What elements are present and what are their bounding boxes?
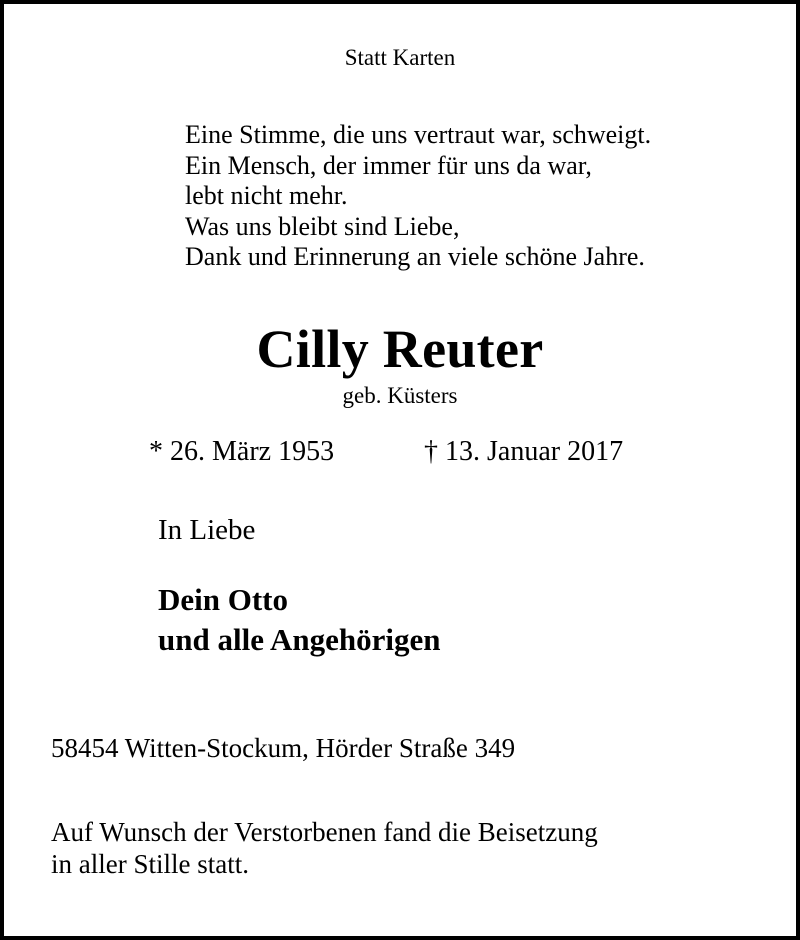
funeral-note xyxy=(51,816,598,880)
poem-line: Was uns bleibt sind Liebe, xyxy=(185,211,460,241)
poem-line: Eine Stimme, die uns vertraut war, schweigt. xyxy=(185,120,652,149)
death-date: † 13. Januar 2017 xyxy=(424,436,624,467)
poem-line: lebt nicht mehr. xyxy=(185,181,348,210)
memorial-poem xyxy=(185,120,651,273)
deceased-name: Cilly Reuter xyxy=(256,319,544,379)
poem-line: Ein Mensch, der immer für uns da war, xyxy=(185,150,592,180)
closing-phrase: In Liebe xyxy=(158,514,256,546)
funeral-note-line: Auf Wunsch der Verstorbenen fand die Beisetzung xyxy=(51,817,598,847)
notice-header: Statt Karten xyxy=(344,45,456,70)
funeral-note-line: in aller Stille statt. xyxy=(51,849,249,879)
poem-line: Dank und Erinnerung an viele schöne Jahre. xyxy=(185,242,645,271)
mourner-line: Dein Otto xyxy=(158,582,289,617)
family-address: 58454 Witten-Stockum, Hörder Straße 349 xyxy=(51,733,516,763)
maiden-name: geb. Küsters xyxy=(342,383,458,408)
mourner-line: und alle Angehörigen xyxy=(158,622,441,657)
mourners-signature xyxy=(158,580,441,660)
birth-date: * 26. März 1953 xyxy=(149,436,335,467)
